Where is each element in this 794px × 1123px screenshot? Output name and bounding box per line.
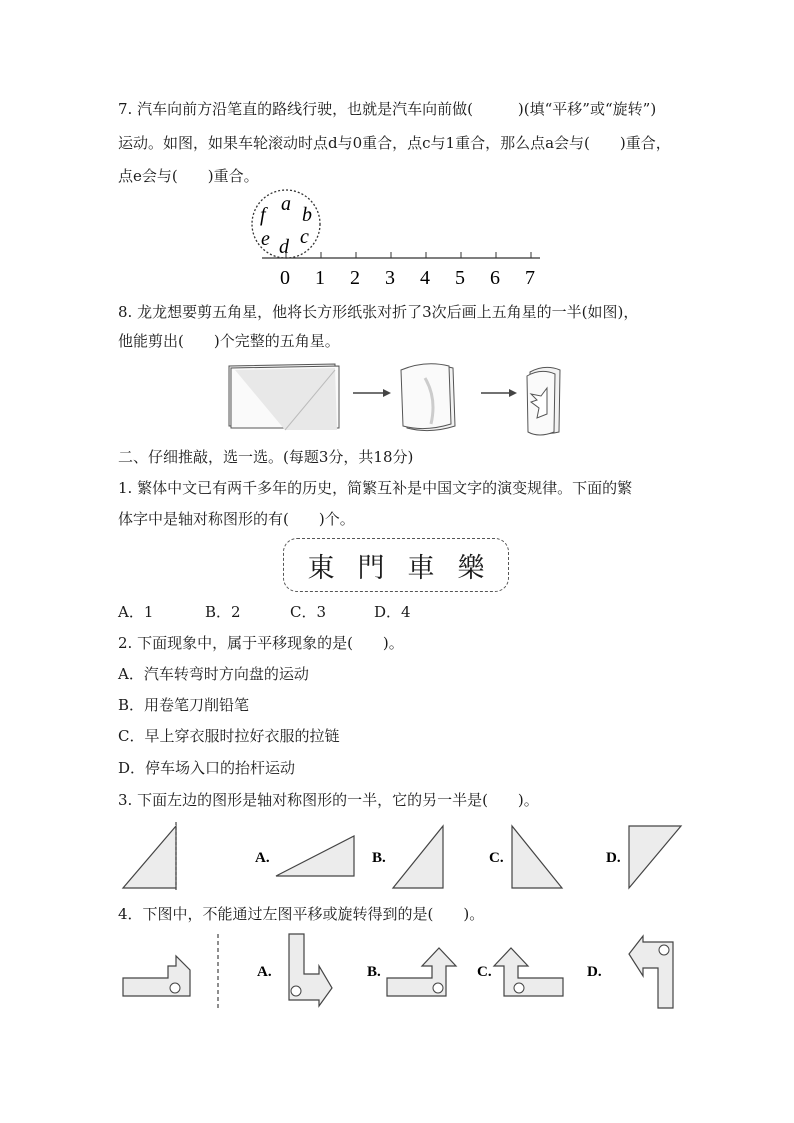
s2q3-label-c[interactable]: C.	[489, 850, 504, 866]
s2q4-stem: 4．下图中，不能通过左图平移或旋转得到的是( )。	[118, 905, 485, 923]
wheel-letter-f: f	[260, 204, 266, 226]
tick-label-6: 6	[490, 267, 500, 289]
q7-line3: 点e会与( )重合。	[118, 167, 259, 185]
wheel-letter-b: b	[302, 204, 312, 226]
triangle-option-d	[629, 826, 681, 888]
s2q1-line2: 体字中是轴对称图形的有( )个。	[118, 510, 355, 528]
char-dong: 東	[307, 552, 335, 584]
triangle-options-figure	[118, 820, 688, 892]
s2q1-options	[118, 602, 411, 622]
arrow-1	[353, 389, 391, 397]
tick-label-7: 7	[525, 267, 535, 289]
s2q2-option-b[interactable]: B．用卷笔刀削铅笔	[118, 696, 250, 714]
q8-line1: 8. 龙龙想要剪五角星，他将长方形纸张对折了3次后画上五角星的一半(如图)，	[118, 303, 639, 321]
flat-paper-image	[229, 364, 339, 430]
half-triangle-figure	[123, 822, 176, 890]
arrow-2	[481, 389, 517, 397]
s2q1-option-b[interactable]: B．2	[205, 603, 241, 621]
s2q2-option-d[interactable]: D．停车场入口的抬杆运动	[118, 759, 296, 777]
s2q1-option-d[interactable]: D．4	[374, 603, 411, 621]
section2-heading: 二、仔细推敲，选一选。(每题3分，共18分)	[118, 448, 414, 466]
tick-label-1: 1	[315, 267, 325, 289]
s2q4-label-c[interactable]: C.	[477, 964, 492, 980]
wheel-letter-d: d	[279, 236, 289, 258]
s2q2-stem: 2. 下面现象中，属于平移现象的是( )。	[118, 634, 404, 652]
wheel-number-line-figure	[240, 188, 550, 288]
tick-label-4: 4	[420, 267, 430, 289]
paper-folding-figure	[225, 358, 565, 438]
q8-line2: 他能剪出( )个完整的五角星。	[118, 332, 340, 350]
triangle-option-c	[512, 826, 562, 888]
arrow-option-c	[494, 948, 563, 996]
tick-label-5: 5	[455, 267, 465, 289]
arrow-option-a	[289, 934, 332, 1006]
tick-label-2: 2	[350, 267, 360, 289]
triangle-option-a	[276, 836, 354, 876]
s2q3-stem: 3. 下面左边的图形是轴对称图形的一半，它的另一半是( )。	[118, 791, 539, 809]
wheel-letter-c: c	[300, 226, 309, 248]
s2q3-label-d[interactable]: D.	[606, 850, 621, 866]
s2q2-option-a[interactable]: A．汽车转弯时方向盘的运动	[118, 665, 309, 683]
char-men: 門	[357, 552, 385, 584]
tick-label-0: 0	[280, 267, 290, 289]
tick-label-3: 3	[385, 267, 395, 289]
arrow-shape-options-figure	[118, 930, 688, 1010]
s2q4-label-a[interactable]: A.	[257, 964, 272, 980]
s2q1-option-a[interactable]: A．1	[118, 603, 154, 621]
folded-paper-with-star-image	[527, 367, 560, 435]
original-arrow-shape	[123, 952, 190, 996]
s2q1-option-c[interactable]: C．3	[290, 603, 327, 621]
wheel-letter-a: a	[281, 193, 291, 215]
s2q4-label-d[interactable]: D.	[587, 964, 602, 980]
arrow-option-d	[629, 936, 673, 1008]
folded-paper-image	[401, 364, 455, 431]
char-le: 樂	[457, 552, 485, 584]
s2q2-option-c[interactable]: C．早上穿衣服时拉好衣服的拉链	[118, 727, 340, 745]
s2q3-label-b[interactable]: B.	[372, 850, 386, 866]
triangle-option-b	[393, 826, 443, 888]
s2q4-label-b[interactable]: B.	[367, 964, 381, 980]
s2q3-label-a[interactable]: A.	[255, 850, 270, 866]
number-line-ticks	[286, 252, 531, 258]
q7-line1: 7. 汽车向前方沿笔直的路线行驶，也就是汽车向前做( )(填“平移”或“旋转”)	[118, 100, 657, 118]
q7-line2: 运动。如图，如果车轮滚动时点d与0重合，点c与1重合，那么点a会与( )重合，	[118, 134, 671, 152]
char-che: 車	[407, 552, 435, 584]
traditional-characters-box	[283, 538, 509, 592]
wheel-letter-e: e	[261, 228, 270, 250]
arrow-option-b	[387, 948, 456, 996]
s2q1-line1: 1. 繁体中文已有两千多年的历史，简繁互补是中国文字的演变规律。下面的繁	[118, 479, 633, 497]
